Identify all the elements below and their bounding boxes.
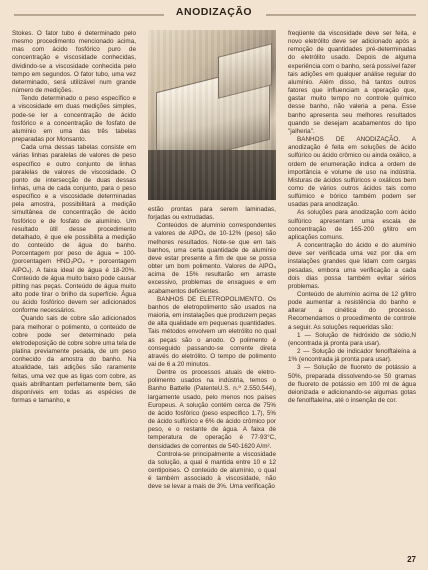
text-column-left (12, 30, 136, 560)
paragraph: Dentre os processos atuais de eletro-polimento usados na indústria, temos o Banho Battelle (PatenteU.S. n.º 2.550.544), largamente usado, pelo menos nos países Europeus. A solução contém cerca de 75% de ácido fosfórico (peso específico 1.7), 5% de ácido sulfúrico e 6% de ácido crômico por peso, e o restante de água. A faixa de temperatura de operação é 77-93°C, densidades de correntes de 540-1620 A/m². (148, 369, 276, 450)
paragraph: Conteúdo de alumínio acima de 12 g/litro pode aumentar a resistência do banho e alterar a cinética do processo. Recomendamos o procedimento de controle a seguir. As soluções requeridas são: (288, 291, 416, 331)
paragraph: BANHOS DE ELETROPOLIMENTO. Os banhos de eletropolimento são usados na maioria, em instalações que produzem peças de alta qualidade em pequenas quantidades. Tais métodos envolvem um eletrólito no qual as peças são o anodo. O polimento é conseguido passando-se corrente direta através do eletrólito. O tempo de polimento vai de 6 a 20 minutos. (148, 295, 276, 368)
list-item: 1 — Solução de hidróxido de sódio,N (encontrada já pronta para usar). (288, 331, 416, 347)
list-item: 2 — Solução de indicador fenolftaleína a 1% (encontrada já pronta para usar). (288, 348, 416, 364)
paragraph: Cada uma dessas tabelas consiste em várias linhas paralelas de valores de peso específico e outro conjunto de linhas paralelas de valores de viscosidade. O ponto de intersecção de duas dessas linhas, uma de cada conjunto, para o peso específico e a viscosidade determinadas pela amostra, possibilitará a medição simultânea de concentração de ácido fosfórico e de fosfato de alumínio. Um resultado útil desse procedimento detalhado, é que ele possibilita a medição do conteúdo de água do banho. Porcentagem por peso de água = 100- (porcentagem HNO₃PO₄ + porcentagem AlPO₄). A faixa ideal de água é 18-20%. Conteúdo de água muito baixo pode causar pitting nas peças. Conteúdo de água muito alto pode tirar o brilho da superfície. Água ou ácido fosfórico devem ser adicionados conforme necessários. (12, 144, 136, 315)
paragraph: Quando sais de cobre são adicionados para melhorar o polimento, o conteúdo de cobre pode ser determinado pela eletrodeposição de cobre sobre uma tela de platina previamente pesada, de um peso conhecido da amostra do banho. Na atualidade, tais adições são raramente feitas, uma vez que as ligas com cobre, as quais abrilhantam perfeitamente bem, são disponíveis em todas as espécies de formas e tamanho, e (12, 315, 136, 405)
text-column-middle (148, 206, 276, 560)
paragraph: Controla-se principalmente a viscosidade da solução, a qual é mantida entre 10 e 12 centipoises. O conteúdo de alumínio, o qual é também associado à viscosidade, não deve se levar a mais de 3%. Uma verificação (148, 450, 276, 491)
paragraph: freqüente da viscosidade deve ser feita, e novo eletrólito deve ser adicionado após a remoção de quantidades pré-determinadas do eletrólito usado. Depois de alguma experiência com o banho, será possível fazer tais adições em qualquer análise regular do alumínio. Além disso, há tantos outros fatores que influenciam a operação que, gastar muito tempo no controle químico desse banho, não valeria a pena. Esse banho apresenta seu melhores resultados quando se desejam acabamentos do tipo "jalheria". (288, 30, 416, 135)
page-header (0, 0, 428, 22)
text-column-right (288, 30, 416, 560)
list-item: 3 — Solução de fluoreto de potássio a 50%, preparada dissolvendo-se 50 gramas de fluoreto de potássio em 100 ml de água deionizada e adicionando-se algumas gotas de fenolftaleína, até o insenção de cor. (288, 364, 416, 405)
page-title: ANODIZAÇÃO (175, 6, 253, 18)
paragraph: Tendo determinado o peso específico e a viscosidade em duas medições simples, pode-se ler a concentração de ácido fosfórico e a concentração de fosfato de alumínio em uma das três tabelas preparadas por Monsanto. (12, 95, 136, 144)
paragraph: estão prontas para serem laminadas, forjadas ou extrudadas. (148, 206, 276, 222)
industrial-tanks-photo (148, 30, 276, 200)
paragraph: Stokes. O fator tubo é determinado pelo mesmo procedimento mencionado acima, mas com ácido fosfórico puro de concentração e viscosidade conhecidas, dividindo-se a viscosidade conhecida pelo tempo em segundos. O fator tubo, uma vez determinado, será utilizável num grande número de medições. (12, 30, 136, 95)
photo-texture (148, 30, 276, 200)
paragraph: A concentração do ácido e do alumínio deve ser verificada uma vez por dia em instalações grandes que lidam com cargas pesadas, embora uma verificação a cada dois dias possa também evitar sérios problemas. (288, 242, 416, 290)
header-rule-right (266, 14, 416, 16)
paragraph: BANHOS DE ANODIZAÇÃO. A anodização é feita em soluções de ácido sulfúrico ou ácido crômico ou ainda oxálico, a ordem de enumeração indica a ordem de importância e volume de uso na indústria. Misturas de ácidos sulfúricos e oxálicos bem como de vários outros ácidos tais como sulfúmico e bórico também podem ser usadas para anodização. (288, 136, 416, 209)
page-number: 27 (407, 555, 416, 564)
paragraph: Conteúdos de alumínio correspondentes a valores de AlPO₄ de 10-12% (peso) são melhores resultados. Note-se que em tais banhos, uma certa quantidade de alumínio deve estar presente a fim de que se possa obter um bom polimento. Valores de AlPO₄ acima de 15% resultarão em arraste excessivo, problemas de enxagues e em acabamentos deficientes. (148, 222, 276, 295)
paragraph: As soluções para anodização com ácido sulfúrico apresentam uma escala de concentração de 165-200 g/litro em aplicações comuns. (288, 209, 416, 241)
